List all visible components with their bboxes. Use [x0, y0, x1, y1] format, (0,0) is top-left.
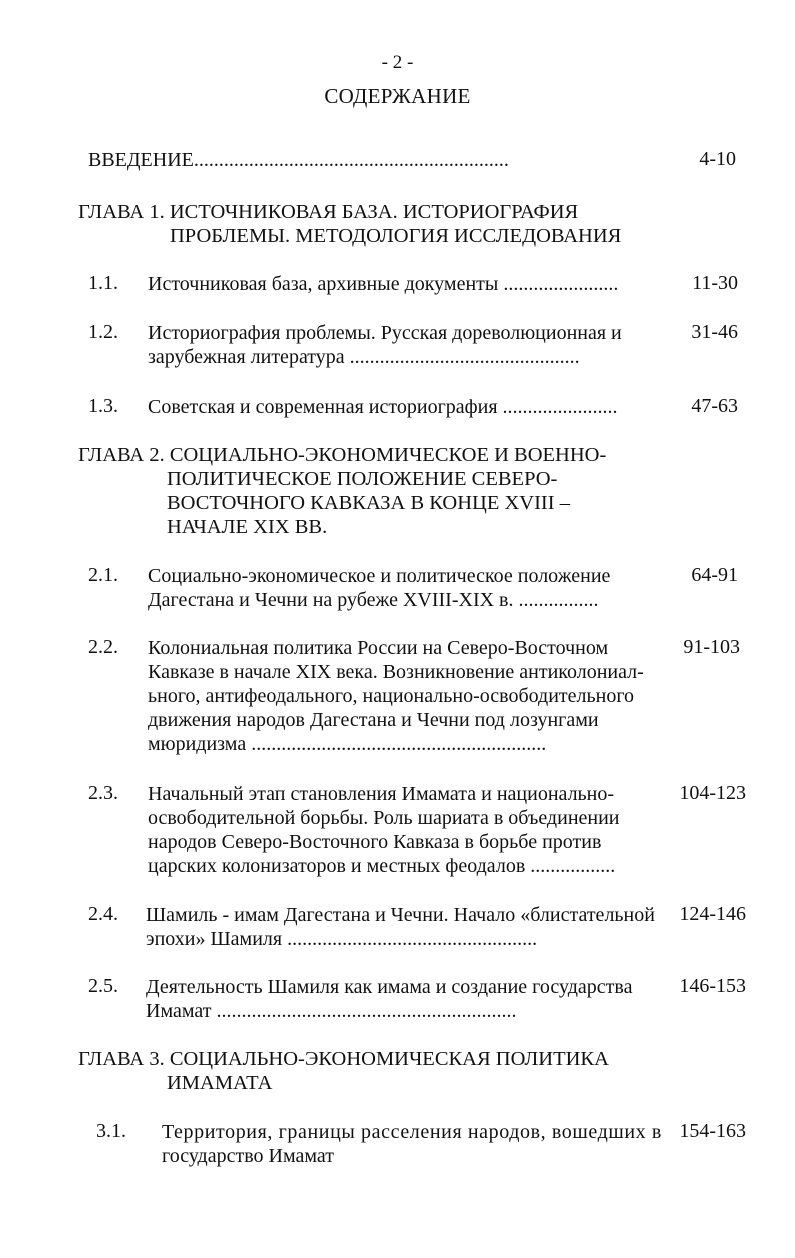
section-title: Кавказе в начале XIX века. Возникновение антиколониал- [148, 661, 644, 683]
section-title: движения народов Дагестана и Чечни под лозунгами [148, 709, 599, 731]
section-title: царских колонизаторов и местных феодалов ................. [148, 855, 616, 877]
section-pages: 124-146 [679, 903, 746, 925]
chapter-3-heading-line-1: ГЛАВА 3. СОЦИАЛЬНО-ЭКОНОМИЧЕСКАЯ ПОЛИТИКА [78, 1048, 609, 1070]
section-title: мюридизма ........................................................... [148, 733, 547, 755]
section-title: Имамат ............................................................ [146, 1000, 517, 1022]
section-pages: 91-103 [683, 636, 740, 658]
chapter-2-heading-line-3: ВОСТОЧНОГО КАВКАЗА В КОНЦЕ XVIII – [167, 492, 570, 514]
section-title: Начальный этап становления Имамата и национально- [148, 783, 615, 805]
page-title: СОДЕРЖАНИЕ [324, 84, 471, 108]
chapter-1-heading-line-2: ПРОБЛЕМЫ. МЕТОДОЛОГИЯ ИССЛЕДОВАНИЯ [170, 225, 622, 247]
section-title: народов Северо-Восточного Кавказа в борьбе против [148, 831, 602, 853]
section-pages: 154-163 [679, 1120, 746, 1142]
section-number: 2.3. [88, 782, 118, 804]
section-number: 2.1. [88, 564, 118, 586]
chapter-2-heading-line-2: ПОЛИТИЧЕСКОЕ ПОЛОЖЕНИЕ СЕВЕРО- [167, 468, 558, 490]
section-number: 2.4. [88, 903, 118, 925]
section-pages: 146-153 [679, 975, 746, 997]
section-number: 1.3. [88, 395, 118, 417]
section-pages: 104-123 [679, 782, 746, 804]
section-title: Советская и современная историография ....................... [148, 396, 618, 418]
page-number: - 2 - [381, 52, 414, 73]
section-title: Социально-экономическое и политическое положение [148, 565, 611, 587]
intro-pages: 4-10 [699, 148, 736, 170]
section-title: государство Имамат [162, 1145, 334, 1167]
section-title: эпохи» Шамиля .................................................. [146, 928, 538, 950]
section-number: 2.2. [88, 636, 118, 658]
section-title: Шамиль - имам Дагестана и Чечни. Начало «блистательной [146, 904, 655, 926]
section-title: зарубежная литература .............................................. [148, 346, 580, 368]
intro-label: ВВЕДЕНИЕ [88, 149, 194, 171]
toc-entry-intro [88, 148, 509, 172]
chapter-2-heading-line-1: ГЛАВА 2. СОЦИАЛЬНО-ЭКОНОМИЧЕСКОЕ И ВОЕННО- [78, 444, 607, 466]
chapter-3-heading-line-2: ИМАМАТА [167, 1072, 273, 1094]
intro-dots: ............................................................... [193, 149, 509, 171]
section-pages: 64-91 [691, 564, 738, 586]
section-number: 1.1. [88, 272, 118, 294]
chapter-2-heading-line-4: НАЧАЛЕ XIX ВВ. [167, 516, 328, 538]
section-title: Территория, границы расселения народов, вошедших в [162, 1121, 662, 1143]
section-title: освободительной борьбы. Роль шариата в объединении [148, 807, 620, 829]
section-number: 2.5. [88, 975, 118, 997]
section-number: 3.1. [96, 1120, 126, 1142]
section-pages: 47-63 [691, 395, 738, 417]
section-pages: 11-30 [692, 272, 738, 294]
section-title: Дагестана и Чечни на рубеже XVIII-XIX в. ................ [148, 589, 599, 611]
section-title: ьного, антифеодального, национально-освободительного [148, 685, 635, 707]
section-pages: 31-46 [691, 321, 738, 343]
section-title: Деятельность Шамиля как имама и создание государства [146, 976, 633, 998]
section-title: Историография проблемы. Русская дореволюционная и [148, 322, 622, 344]
section-title: Источниковая база, архивные документы ....................... [148, 273, 619, 295]
section-number: 1.2. [88, 321, 118, 343]
chapter-1-heading-line-1: ГЛАВА 1. ИСТОЧНИКОВАЯ БАЗА. ИСТОРИОГРАФИЯ [78, 201, 579, 223]
section-title: Колониальная политика России на Северо-Восточном [148, 637, 609, 659]
